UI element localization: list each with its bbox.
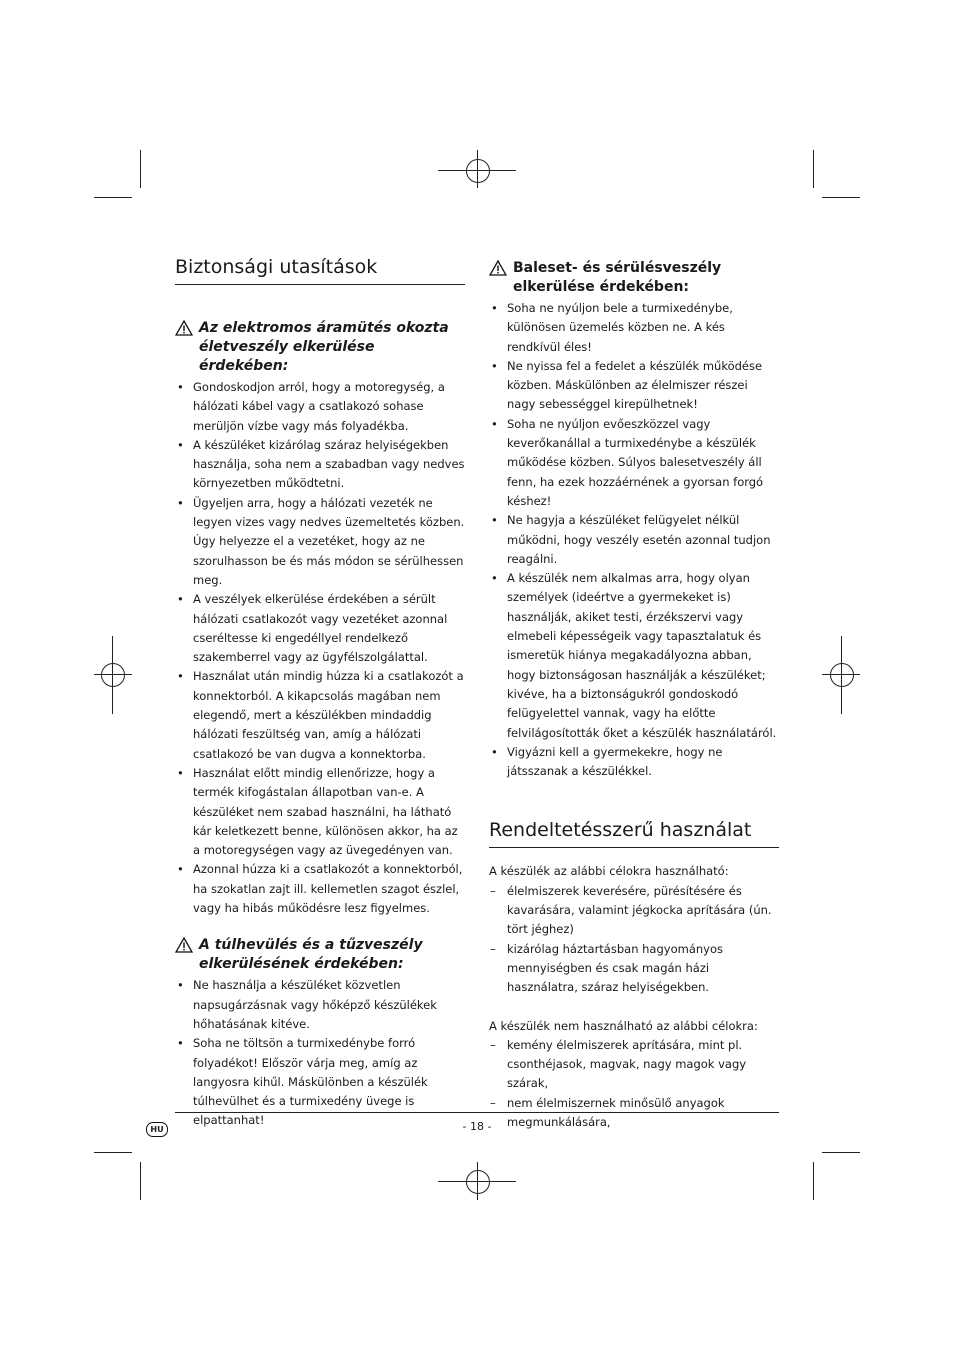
warning-triangle-icon xyxy=(489,260,507,276)
list-item: • Soha ne nyúljon bele a turmixedénybe, különösen üzemelés közben ne. A kés rendkívül éles! xyxy=(489,299,779,357)
list-item: – kizárólag háztartásban hagyományos mennyiségben és csak magán házi használatra, száraz helyiségekben. xyxy=(489,940,779,998)
list-item: • A veszélyek elkerülése érdekében a sérült hálózati csatlakozót vagy vezetéket azonnal cseréltesse ki engedéllyel rendelkező szakemberrel vagy az ügyfélszolgálattal. xyxy=(175,590,465,667)
registration-mark-line xyxy=(841,636,842,714)
section-heading-text: A túlhevülés és a tűzveszély elkerülésének érdekében: xyxy=(199,937,423,973)
not-intended-intro: A készülék nem használható az alábbi célokra: xyxy=(489,1018,758,1033)
language-badge: HU xyxy=(146,1122,168,1137)
list-item: • Vigyázni kell a gyermekekre, hogy ne játsszanak a készülékkel. xyxy=(489,743,779,782)
warning-triangle-icon xyxy=(175,937,193,953)
list-item: • Gondoskodjon arról, hogy a motoregység, a hálózati kábel vagy a csatlakozó sohase merüljön vízbe vagy más folyadékba. xyxy=(175,378,465,436)
list-item: • Ügyeljen arra, hogy a hálózati vezeték ne legyen vizes vagy nedves üzemeltetés közben. Úgy helyezze el a vezetéket, hogy az ne szorulhasson be és más módon se sérülhessen meg. xyxy=(175,494,465,590)
registration-mark xyxy=(101,663,125,687)
section-heading-text: Baleset- és sérülésveszély elkerülése érdekében: xyxy=(513,260,722,295)
registration-mark xyxy=(466,1170,490,1194)
list-item: – nem élelmiszernek minősülő anyagok megmunkálására, xyxy=(489,1094,779,1133)
not-intended-list xyxy=(489,1036,779,1132)
crop-mark xyxy=(94,1152,132,1153)
crop-mark xyxy=(813,150,814,188)
electric-safety-list xyxy=(175,378,465,918)
list-item: • Azonnal húzza ki a csatlakozót a konnektorból, ha szokatlan zajt ill. kellemetlen szagot észlel, vagy ha hibás működésre lesz figyelmes. xyxy=(175,860,465,918)
intended-use-list xyxy=(489,882,779,998)
section-heading-electric xyxy=(175,319,465,376)
list-item: • A készüléket kizárólag száraz helyiségekben használja, soha nem a szabadban vagy nedves környezetben működtetni. xyxy=(175,436,465,494)
registration-mark xyxy=(830,663,854,687)
list-item: – kemény élelmiszerek aprítására, mint pl. csonthéjasok, magvak, nagy magok vagy szárak, xyxy=(489,1036,779,1094)
section-heading-overheat xyxy=(175,936,465,974)
intended-use-intro: A készülék az alábbi célokra használható: xyxy=(489,864,729,879)
registration-mark-line xyxy=(477,150,478,188)
list-item: • Soha ne töltsön a turmixedénybe forró folyadékot! Először várja meg, amíg az langyosra kihűl. Máskülönben a készülék túlhevülhet és a turmixedény üvege is elpattanhat! xyxy=(175,1034,465,1130)
crop-mark xyxy=(140,150,141,188)
crop-mark xyxy=(140,1162,141,1200)
right-column xyxy=(489,259,779,1132)
list-item: • Ne hagyja a készüléket felügyelet nélkül működni, hogy veszély esetén azonnal tudjon reagálni. xyxy=(489,511,779,569)
page-number: - 18 - xyxy=(462,1120,492,1133)
accident-safety-list xyxy=(489,299,779,781)
registration-mark-line xyxy=(112,636,113,714)
list-item: • Ne használja a készüléket közvetlen napsugárzásnak vagy hőképző készülékek hőhatásának kitéve. xyxy=(175,976,465,1034)
list-item: • A készülék nem alkalmas arra, hogy olyan személyek (ideértve a gyermekeket is) használják, akiket testi, érzékszervi vagy elmebeli képességeik vagy tapasztalatuk és ismeretük hiánya megakadályozna abban, hogy biztonságosan használják a készüléket; kivéve, ha a biztonságukról gondoskodó felügyelettel vannak, vagy ha előtte felvilágosították őket a készülék használatáról. xyxy=(489,569,779,743)
footer-divider xyxy=(175,1112,779,1113)
warning-triangle-icon xyxy=(175,320,193,336)
list-item: • Ne nyissa fel a fedelet a készülék működése közben. Máskülönben az élelmiszer részei nagy sebességgel kirepülhetnek! xyxy=(489,357,779,415)
crop-mark xyxy=(813,1162,814,1200)
overheat-safety-list xyxy=(175,976,465,1130)
registration-mark xyxy=(466,159,490,183)
list-item: • Használat után mindig húzza ki a csatlakozót a konnektorból. A kikapcsolás magában nem elegendő, mert a készülékben mindaddig hálózati feszültség van, amíg a hálózati csatlakozó be van dugva a konnektorba. xyxy=(175,667,465,763)
page-title: Biztonsági utasítások xyxy=(175,254,465,285)
list-item: • Használat előtt mindig ellenőrizze, hogy a termék kifogástalan állapotban van-e. A készüléket nem szabad használni, ha látható kár keletkezett benne, különösen akkor, ha az a motoregységen vagy az üvegedényen van. xyxy=(175,764,465,860)
left-column xyxy=(175,254,465,1131)
registration-mark-line xyxy=(477,1162,478,1200)
crop-mark xyxy=(822,1152,860,1153)
section-title-intended-use: Rendeltetésszerű használat xyxy=(489,817,779,848)
section-heading-accident xyxy=(489,259,779,297)
crop-mark xyxy=(94,197,132,198)
list-item: • Soha ne nyúljon evőeszközzel vagy keverőkanállal a turmixedénybe a készülék működése közben. Súlyos balesetveszély áll fenn, ha ezek hozzáérnének a gyorsan forgó késhez! xyxy=(489,415,779,511)
registration-mark-line xyxy=(94,674,132,675)
list-item: – élelmiszerek keverésére, pürésítésére és kavarására, valamint jégkocka aprítására (ún. tört jéghez) xyxy=(489,882,779,940)
section-heading-text: Az elektromos áramütés okozta életveszély elkerülése érdekében: xyxy=(199,320,449,374)
crop-mark xyxy=(822,197,860,198)
